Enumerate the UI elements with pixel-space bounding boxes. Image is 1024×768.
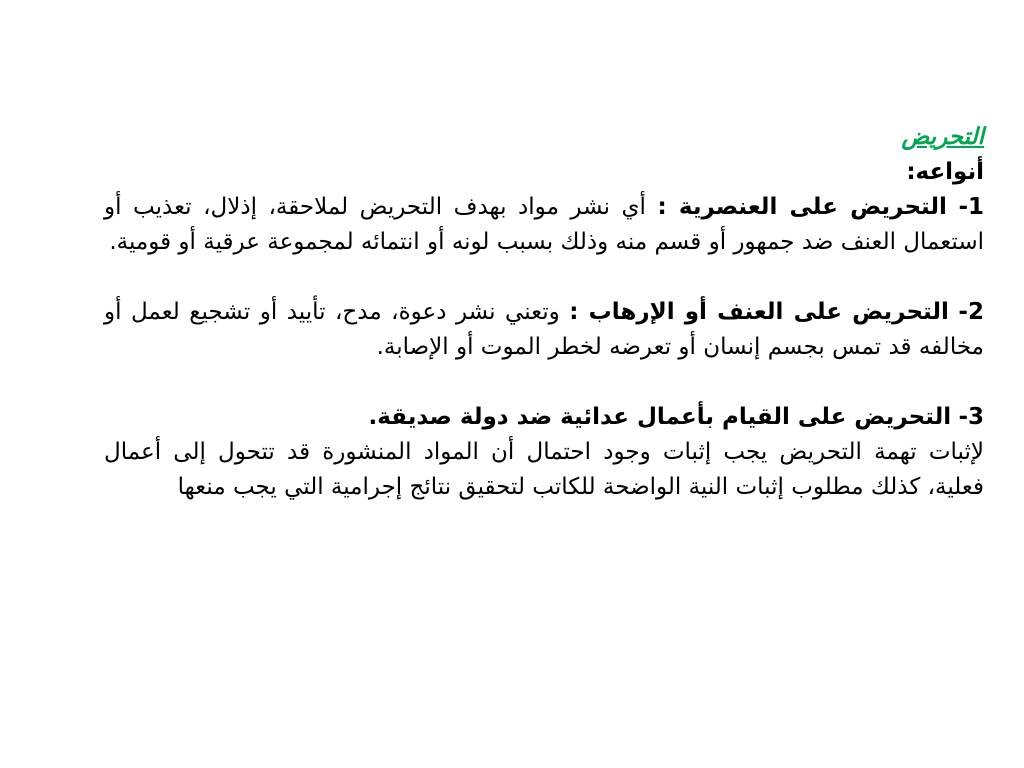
item-1-text: أي نشر مواد بهدف التحريض لملاحقة، إذلال، تعذيب أو استعمال العنف ضد جمهور أو قسم منه وذلك بسبب لونه أو انتمائه لمجموعة عرقية أو قومية. — [104, 194, 984, 255]
item-1-number: 1- — [958, 194, 985, 220]
item-2-heading: التحريض على العنف أو الإرهاب : — [569, 299, 949, 325]
item-3 — [104, 400, 984, 435]
item-3-number: 3- — [958, 404, 984, 430]
item-2 — [104, 295, 984, 365]
types-heading: أنواعه: — [906, 159, 984, 185]
item-2-text: وتعني نشر دعوة، مدح، تأييد أو تشجيع لعمل أو مخالفه قد تمس بجسم إنسان أو تعرضه لخطر الموت أو الإصابة. — [104, 299, 984, 360]
spacer — [104, 260, 984, 295]
item-3-heading: التحريض على القيام بأعمال عدائية ضد دولة صديقة. — [368, 404, 952, 430]
closing-paragraph: لإثبات تهمة التحريض يجب إثبات وجود احتمال أن المواد المنشورة قد تتحول إلى أعمال فعلية، كذلك مطلوب إثبات النية الواضحة للكاتب لتحقيق نتائج إجرامية التي يجب منعها — [104, 439, 984, 500]
spacer — [104, 365, 984, 400]
item-2-number: 2- — [958, 299, 984, 325]
item-1 — [104, 190, 984, 260]
slide-content — [104, 120, 984, 505]
item-1-heading: التحريض على العنصرية : — [657, 194, 947, 220]
slide-title: التحريض — [901, 124, 984, 150]
